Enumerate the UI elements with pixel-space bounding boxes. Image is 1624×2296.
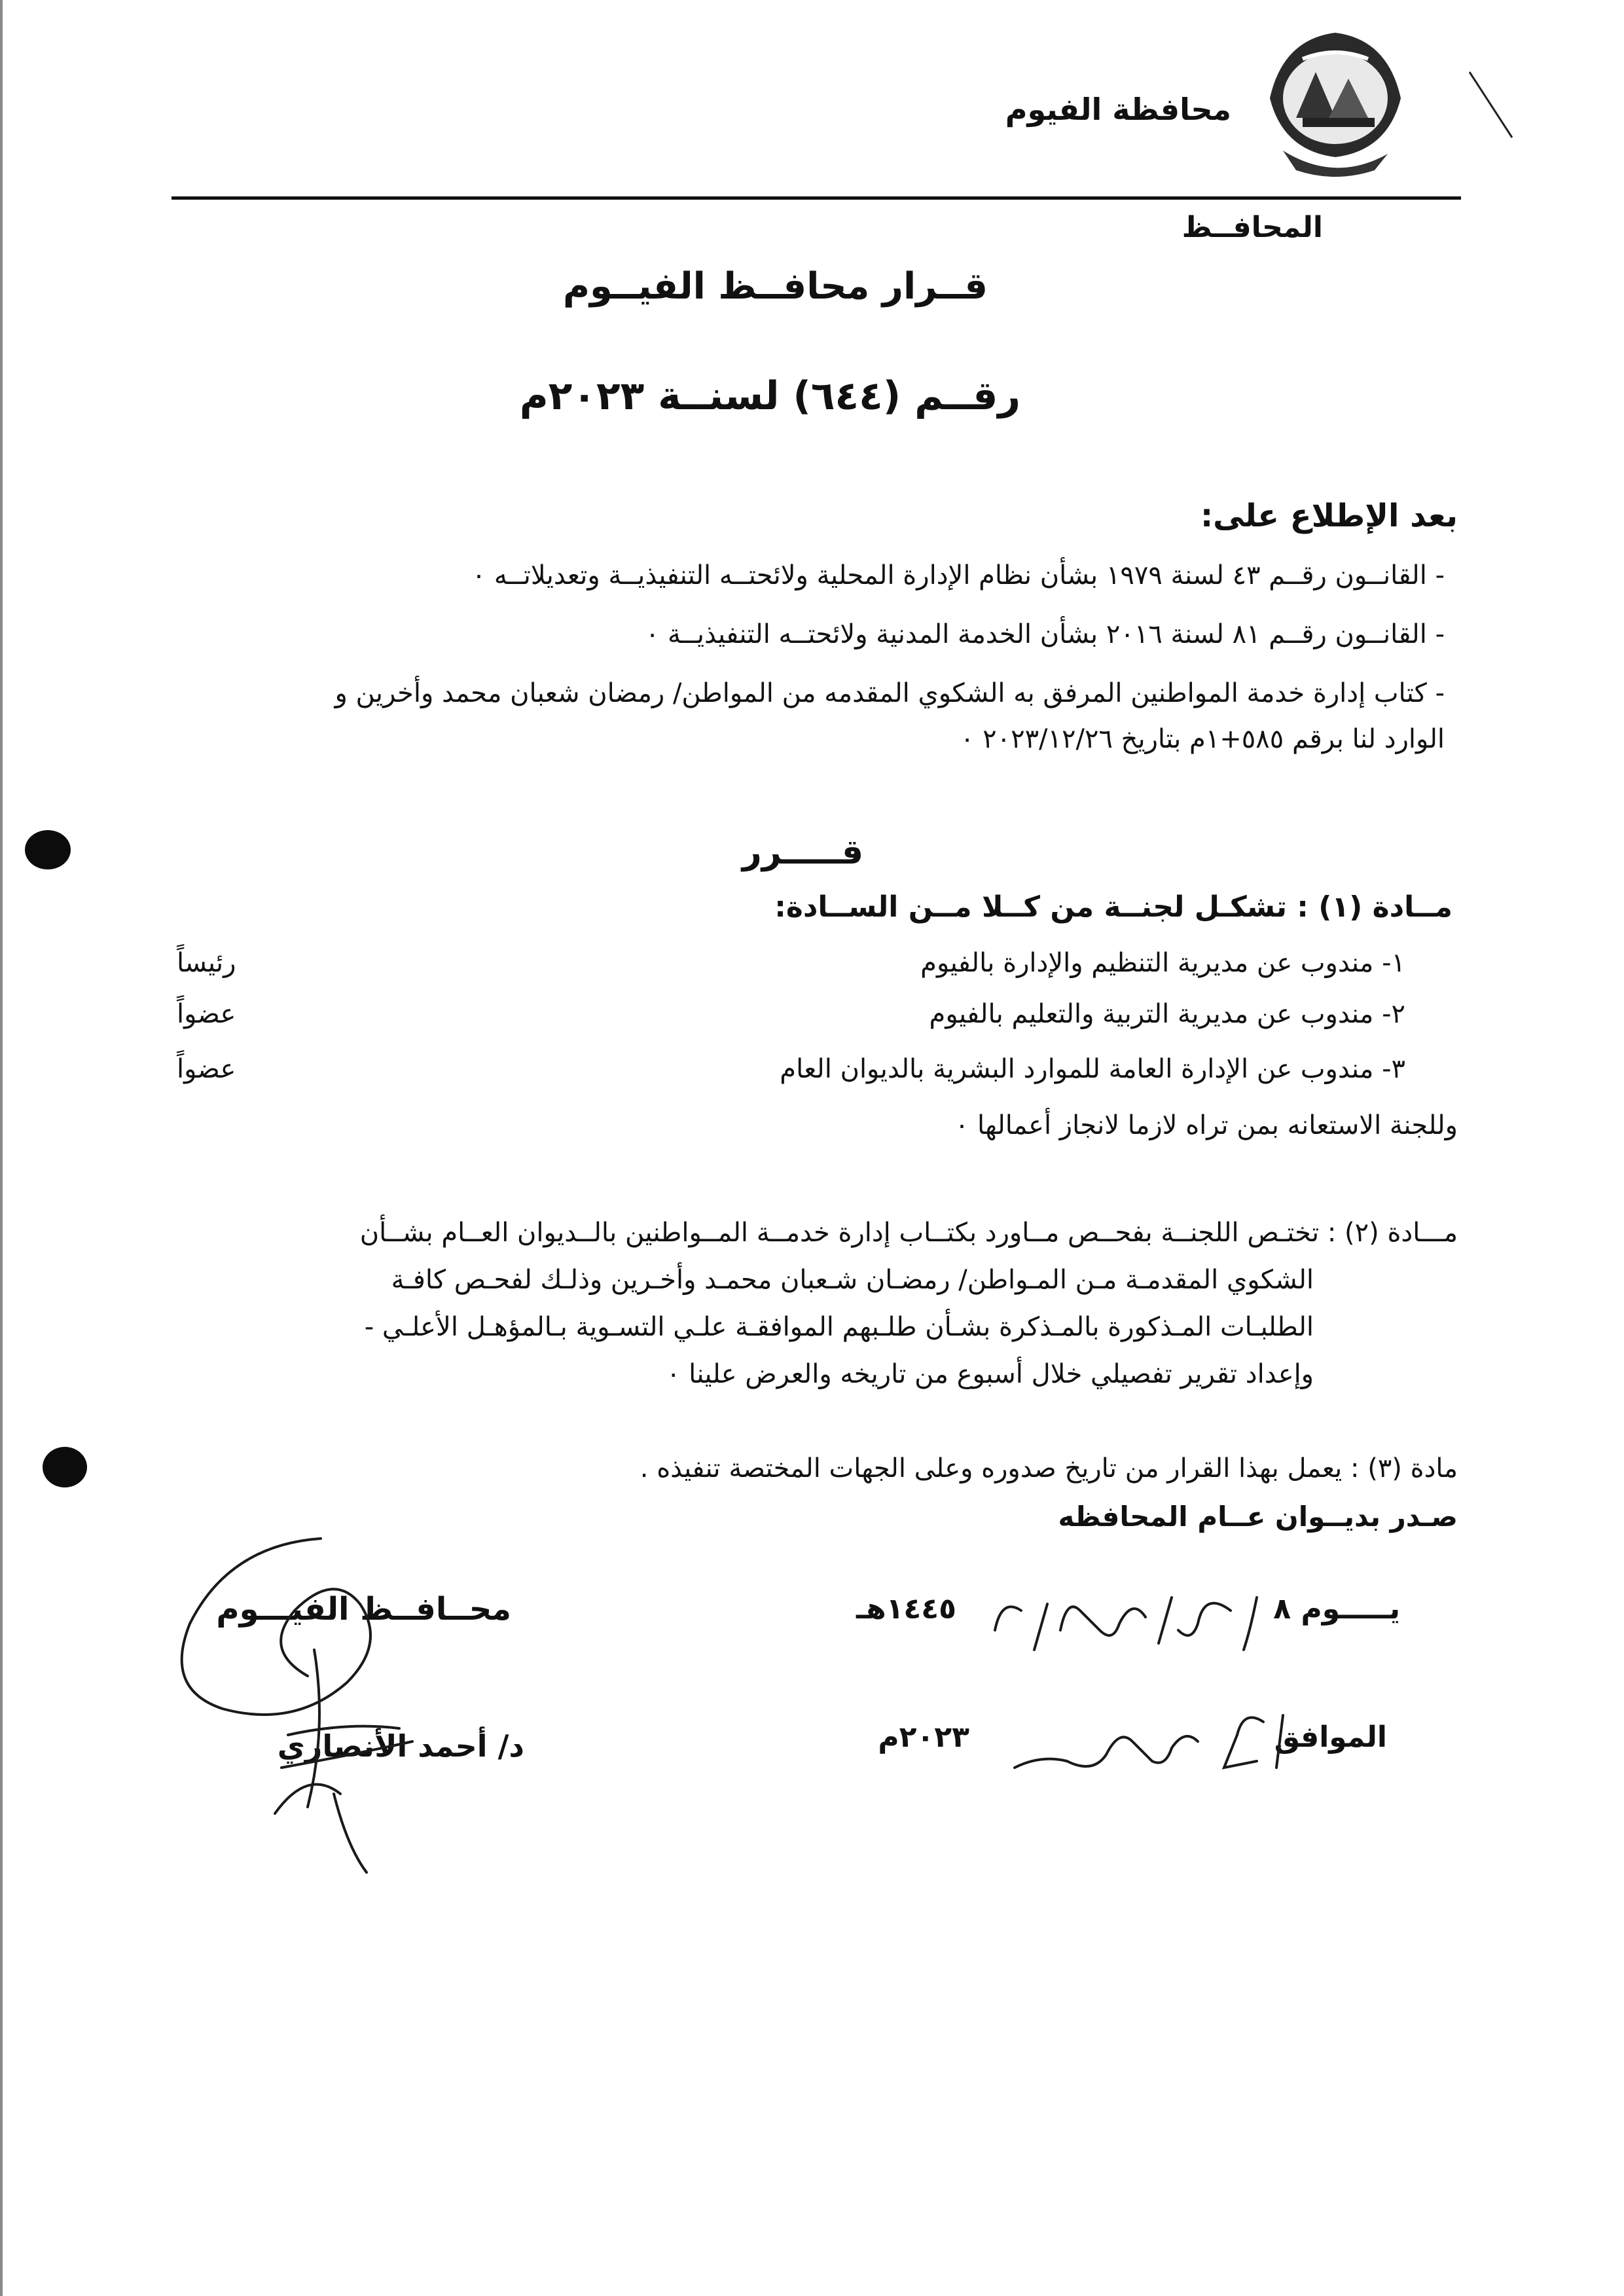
punch-hole	[25, 830, 71, 869]
hijri-day: يـــــوم ٨	[1273, 1592, 1400, 1626]
preamble-line: الوارد لنا برقم ٥٨٥+١م بتاريخ ٢٠٢٣/١٢/٢٦ ٠	[960, 724, 1445, 754]
scan-page-edge	[0, 0, 3, 2296]
committee-member: ٣- مندوب عن الإدارة العامة للموارد البشرية بالديوان العام	[780, 1054, 1405, 1084]
preamble-line: - كتاب إدارة خدمة المواطنين المرفق به الشكوي المقدمه من المواطن/ رمضان شعبان محمد وأخرين و	[334, 678, 1445, 708]
member-role: عضواً	[177, 1054, 236, 1084]
handwritten-signature	[151, 1519, 491, 1886]
decision-number: رقــم (٦٤٤) لسنــة ٢٠٢٣م	[519, 373, 1020, 419]
governorate-name: محافظة الفيوم	[1005, 92, 1231, 127]
hijri-year: ١٤٤٥هـ	[856, 1592, 956, 1626]
article2-line: الطلبـات المـذكورة بالمـذكرة بشـأن طلـبهم الموافقـة علـي التسـوية بـالمؤهـل الأعلـي -	[364, 1312, 1314, 1342]
hijri-handwritten-date	[982, 1571, 1270, 1656]
governorate-seal-icon	[1257, 20, 1414, 183]
preamble-line: - القانــون رقــم ٨١ لسنة ٢٠١٦ بشأن الخدمة المدنية ولائحتــه التنفيذيــة ٠	[645, 619, 1445, 649]
article2-line: الشكوي المقدمـة مـن المـواطن/ رمضـان شـعبان محمـد وأخـرين وذلـك لفحـص كافـة	[391, 1265, 1314, 1295]
article1-closing: وللجنة الاستعانه بمن تراه لازما لانجاز أعمالها ٠	[954, 1110, 1458, 1140]
article1-heading: مــادة (١) : تشكـل لجنــة من كــلا مــن الســادة:	[774, 890, 1453, 924]
decision-title: قــرار محافــظ الفيــوم	[562, 265, 988, 308]
article3-text: مادة (٣) : يعمل بهذا القرار من تاريخ صدوره وعلى الجهات المختصة تنفيذه .	[640, 1453, 1458, 1484]
gregorian-handwritten-date	[995, 1696, 1296, 1787]
preamble-line: - القانــون رقــم ٤٣ لسنة ١٩٧٩ بشأن نظام الإدارة المحلية ولائحتــه التنفيذيــة وتعديلاتــه ٠	[471, 560, 1445, 591]
decision-heading: قـــــرر	[742, 833, 863, 872]
committee-member: ٢- مندوب عن مديرية التربية والتعليم بالفيوم	[929, 999, 1405, 1029]
article2-line: مـــادة (٢) : تختـص اللجنــة بفحــص مــاورد بكتــاب إدارة خدمــة المــواطنين بالــديوان العــام بشــأن	[359, 1218, 1458, 1248]
punch-hole	[43, 1447, 87, 1487]
office-label: المحافــظ	[1182, 211, 1323, 244]
header-rule	[171, 196, 1461, 200]
member-role: عضواً	[177, 999, 236, 1029]
preamble-heading: بعد الإطلاع على:	[1200, 498, 1458, 534]
gregorian-label: الموافق	[1274, 1721, 1387, 1754]
pen-stroke-mark	[1466, 65, 1519, 144]
gregorian-year: ٢٠٢٣م	[878, 1721, 969, 1754]
member-role: رئيساً	[177, 948, 236, 978]
article2-line: وإعداد تقرير تفصيلي خلال أسبوع من تاريخه والعرض علينا ٠	[666, 1359, 1314, 1389]
issued-at: صـدر بديــوان عــام المحافظه	[1058, 1501, 1458, 1533]
signatory-title: محــافــظ الفيـــوم	[216, 1591, 511, 1628]
committee-member: ١- مندوب عن مديرية التنظيم والإدارة بالفيوم	[920, 948, 1405, 978]
signatory-name: د/ أحمد الأنصاري	[277, 1728, 524, 1764]
